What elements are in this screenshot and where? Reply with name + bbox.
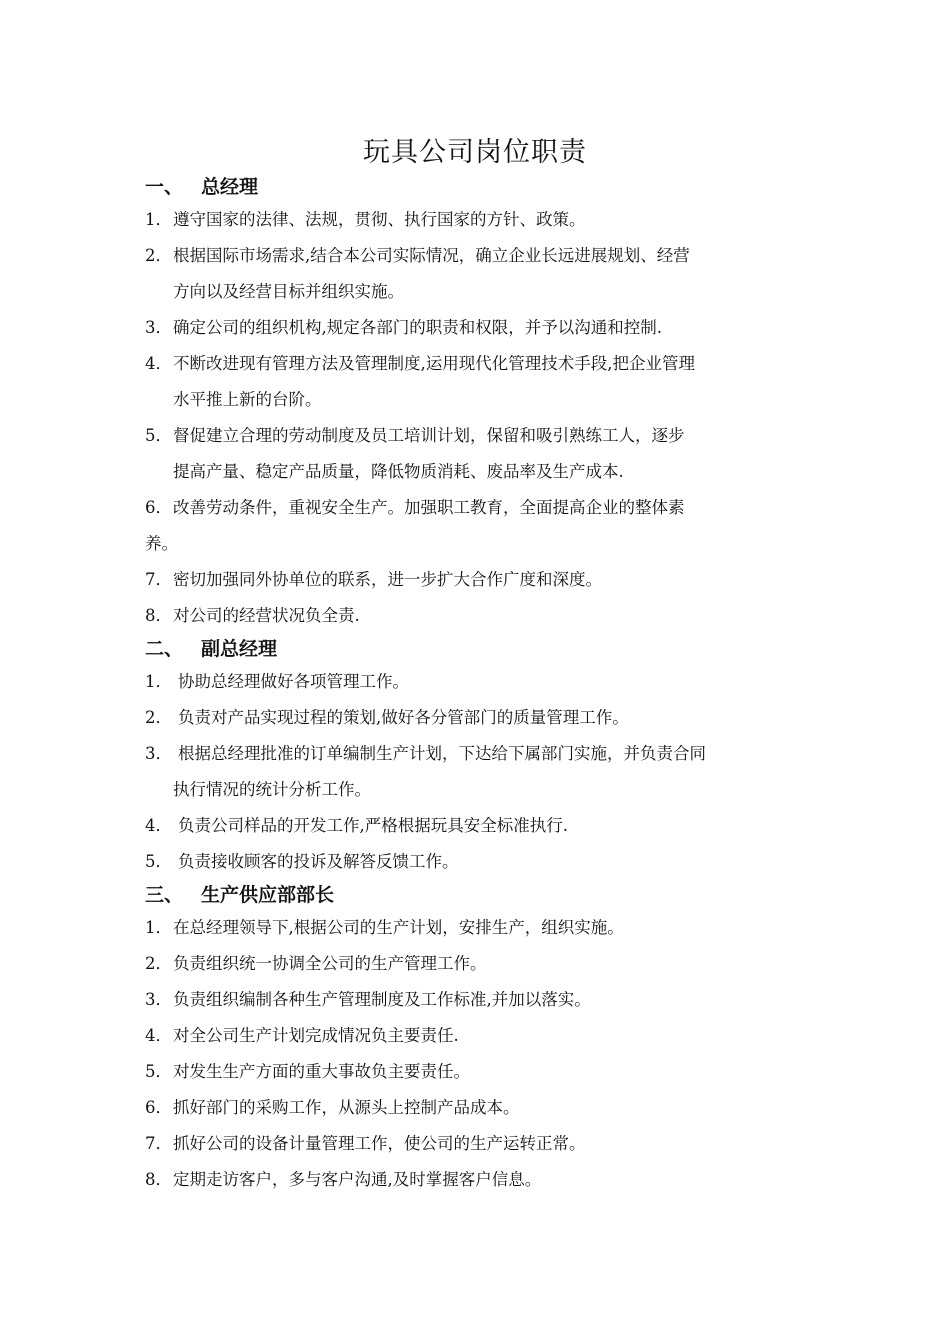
list-item [145,346,815,418]
item-number: 3． [145,990,172,1009]
item-number: 7． [145,570,172,589]
item-text: 不断改进现有管理方法及管理制度,运用现代化管理技术手段,把企业管理 [173,354,695,373]
item-continuation: 水平推上新的台阶。 [173,390,322,409]
list-item [145,1126,815,1162]
item-number: 4． [145,1026,172,1045]
list-item [145,418,815,490]
item-number: 5． [145,852,172,871]
list-item [145,238,815,310]
section-number: 三、 [145,884,184,906]
item-text: 对公司的经营状况负全责. [173,606,360,625]
item-number: 7． [145,1134,172,1153]
document-title: 玩具公司岗位职责 [363,137,587,168]
item-number: 4． [145,354,172,373]
item-text: 负责接收顾客的投诉及解答反馈工作。 [178,852,459,871]
item-number: 5． [145,426,172,445]
item-number: 6． [145,498,172,517]
list-item [145,490,815,562]
list-item [145,202,815,238]
item-text: 负责公司样品的开发工作,严格根据玩具安全标准执行. [178,816,568,835]
item-text: 负责组织编制各种生产管理制度及工作标准,并加以落实。 [173,990,591,1009]
item-text: 定期走访客户，多与客户沟通,及时掌握客户信息。 [173,1170,542,1189]
item-text: 根据总经理批准的订单编制生产计划，下达给下属部门实施，并负责合同 [178,744,706,763]
item-text: 负责对产品实现过程的策划,做好各分管部门的质量管理工作。 [178,708,629,727]
list-item [145,844,815,880]
list-item [145,598,815,634]
list-item [145,1090,815,1126]
section-heading [145,634,815,664]
list-item [145,1162,815,1198]
item-continuation: 提高产量、稳定产品质量，降低物质消耗、废品率及生产成本. [173,462,624,481]
item-number: 1． [145,918,172,937]
item-text: 督促建立合理的劳动制度及员工培训计划，保留和吸引熟练工人，逐步 [173,426,685,445]
section-heading [145,880,815,910]
list-item [145,736,815,808]
item-text: 在总经理领导下,根据公司的生产计划，安排生产，组织实施。 [173,918,624,937]
item-number: 2． [145,246,172,265]
list-item [145,910,815,946]
section-heading [145,172,815,202]
item-number: 3． [145,318,172,337]
item-text: 改善劳动条件，重视安全生产。加强职工教育，全面提高企业的整体素 [173,498,685,517]
list-item [145,946,815,982]
item-continuation: 养。 [145,534,178,553]
section-number: 一、 [145,176,184,198]
document-body [145,172,815,1198]
item-number: 8． [145,606,172,625]
section-number: 二、 [145,638,184,660]
item-text: 负责组织统一协调全公司的生产管理工作。 [173,954,487,973]
list-item [145,700,815,736]
item-text: 协助总经理做好各项管理工作。 [178,672,409,691]
list-item [145,562,815,598]
list-item [145,1018,815,1054]
item-text: 确定公司的组织机构,规定各部门的职责和权限，并予以沟通和控制. [173,318,662,337]
section-deputy-general-manager [145,634,815,880]
item-text: 对全公司生产计划完成情况负主要责任. [173,1026,459,1045]
item-number: 1． [145,672,172,691]
item-text: 抓好部门的采购工作，从源头上控制产品成本。 [173,1098,520,1117]
item-text: 对发生生产方面的重大事故负主要责任。 [173,1062,470,1081]
section-title: 总经理 [201,176,259,198]
item-number: 6． [145,1098,172,1117]
section-title: 副总经理 [201,638,278,660]
item-number: 2． [145,954,172,973]
list-item [145,808,815,844]
item-number: 2． [145,708,172,727]
item-text: 根据国际市场需求,结合本公司实际情况，确立企业长远进展规划、经营 [173,246,690,265]
item-number: 3． [145,744,172,763]
section-general-manager [145,172,815,634]
item-number: 5． [145,1062,172,1081]
item-number: 1． [145,210,172,229]
list-item [145,1054,815,1090]
list-item [145,982,815,1018]
item-text: 遵守国家的法律、法规，贯彻、执行国家的方针、政策。 [173,210,586,229]
item-text: 抓好公司的设备计量管理工作，使公司的生产运转正常。 [173,1134,586,1153]
list-item [145,664,815,700]
item-text: 密切加强同外协单位的联系，进一步扩大合作广度和深度。 [173,570,602,589]
item-continuation: 方向以及经营目标并组织实施。 [173,282,404,301]
item-number: 8． [145,1170,172,1189]
item-number: 4． [145,816,172,835]
item-continuation: 执行情况的统计分析工作。 [173,780,371,799]
section-production-supply-head [145,880,815,1198]
list-item [145,310,815,346]
section-title: 生产供应部部长 [201,884,335,906]
